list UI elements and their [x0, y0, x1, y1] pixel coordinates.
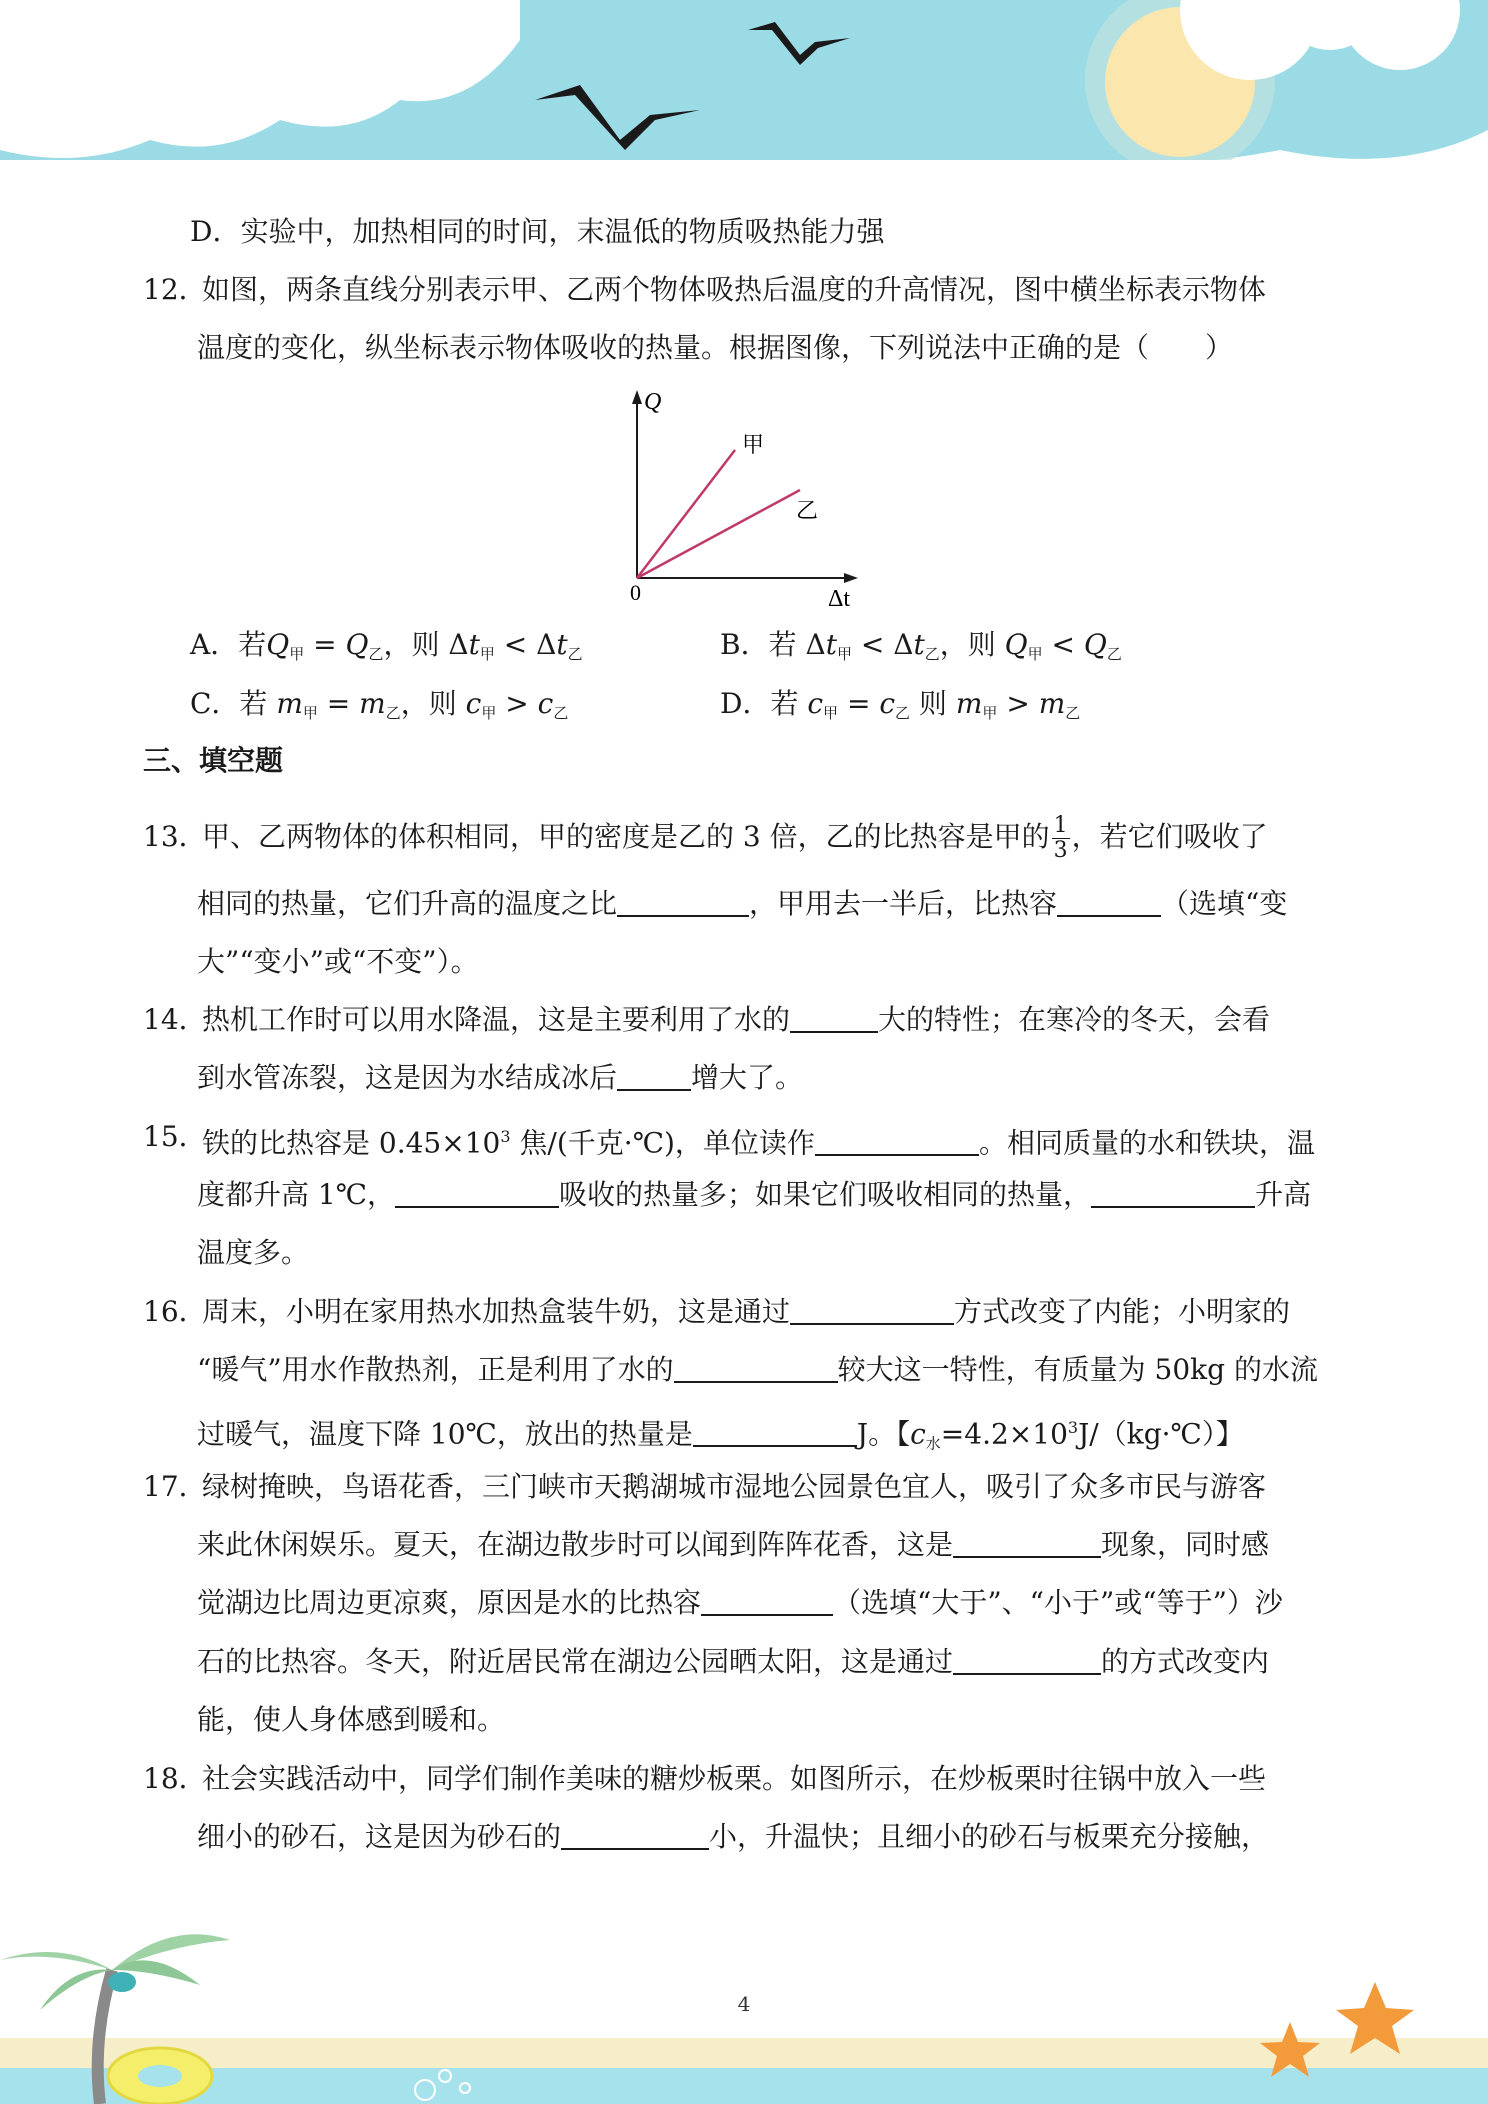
sea-strip	[0, 2068, 1488, 2104]
x-axis-label: Δt	[828, 586, 851, 612]
origin-label: 0	[630, 580, 641, 605]
answer-blank[interactable]	[815, 1126, 979, 1156]
answer-blank[interactable]	[1091, 1178, 1255, 1208]
answer-blank[interactable]	[617, 887, 749, 917]
line-yi	[637, 490, 800, 578]
header-sky-banner	[0, 0, 1488, 170]
q12-option-c[interactable]: C．若 $m_甲 = m_乙$，则 $c_甲 > c_乙$	[190, 687, 569, 722]
answer-blank[interactable]	[561, 1820, 709, 1850]
answer-blank[interactable]	[1057, 887, 1161, 917]
answer-blank[interactable]	[674, 1353, 838, 1383]
answer-blank[interactable]	[790, 1003, 878, 1033]
line-jia-label: 甲	[742, 433, 765, 458]
q-vs-dt-graph	[600, 384, 870, 614]
section-heading: 三、填空题	[143, 744, 284, 777]
sand-strip	[0, 2038, 1488, 2068]
q12-option-b[interactable]: B．若 $\Delta t_甲 < \Delta t_乙$，则 $Q_甲 < Q_乙$	[720, 628, 1122, 663]
answer-blank[interactable]	[701, 1586, 833, 1616]
answer-blank[interactable]	[395, 1178, 559, 1208]
line-yi-label: 乙	[796, 499, 819, 524]
answer-blank[interactable]	[953, 1528, 1101, 1558]
y-axis-label: Q	[644, 389, 662, 415]
coconut	[108, 1972, 136, 1992]
palm-leaf	[0, 1952, 112, 1970]
answer-blank[interactable]	[790, 1295, 954, 1325]
answer-blank[interactable]	[953, 1645, 1101, 1675]
q12-option-a[interactable]: A．若$Q_甲 = Q_乙$，则 $\Delta t_甲 < \Delta t_乙$	[190, 628, 583, 663]
line-jia	[637, 450, 735, 578]
answer-blank[interactable]	[693, 1417, 857, 1447]
answer-blank[interactable]	[617, 1061, 691, 1091]
x-axis-arrow	[844, 573, 858, 583]
fraction: $\frac{1}{3}$	[1053, 813, 1068, 863]
page-number: 4	[737, 1992, 751, 2016]
y-axis-arrow	[632, 390, 642, 404]
q12-option-d[interactable]: D．若 $c_甲 = c_乙$ 则 $m_甲 > m_乙$	[720, 687, 1081, 722]
